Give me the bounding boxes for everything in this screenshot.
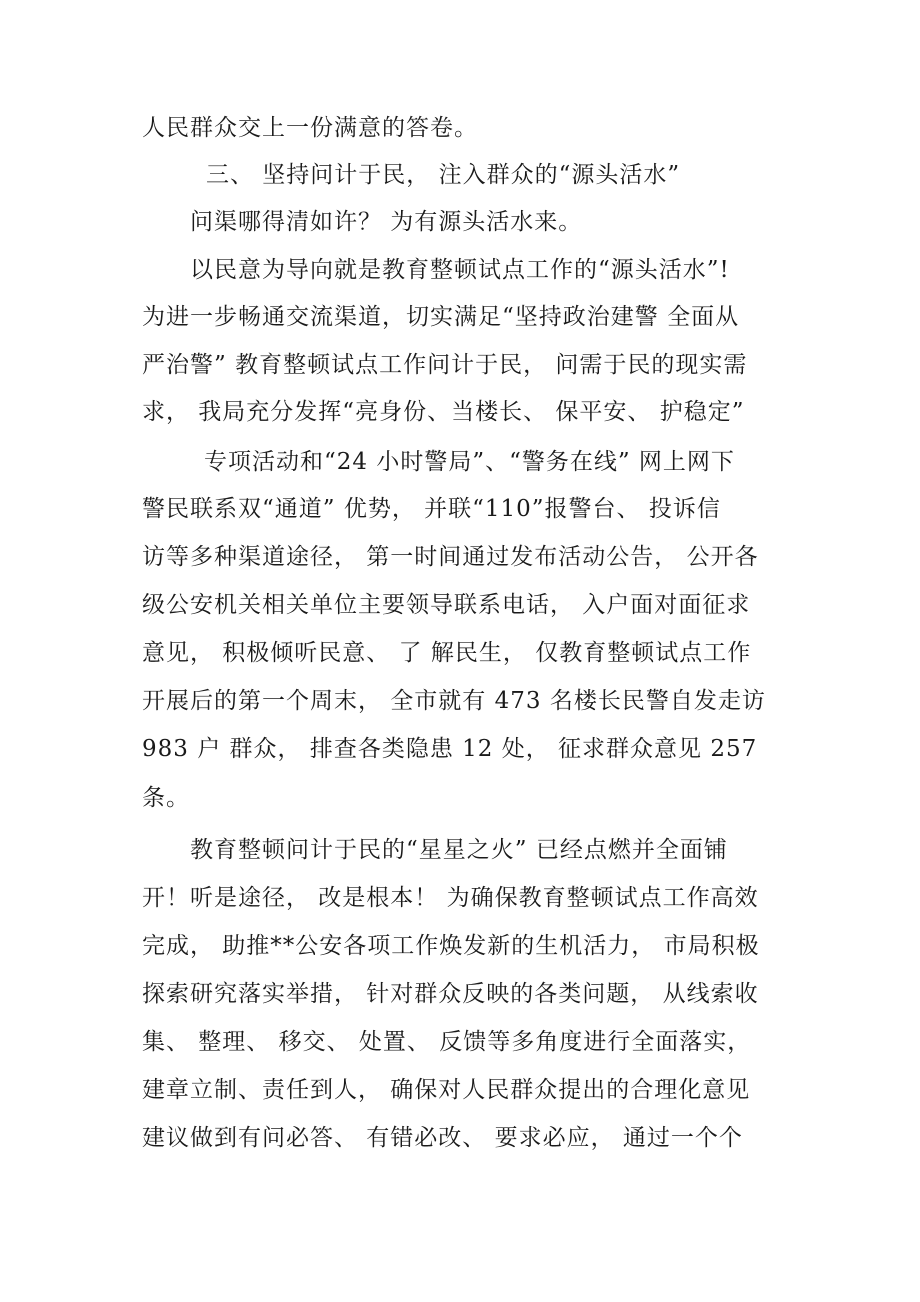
text-line: 开展后的第一个周末， 全市就有 473 名楼长民警自发走访 [142,688,766,714]
text-line: 教育整顿问计于民的“星星之火” 已经点燃并全面铺 [190,837,728,863]
text-line: 问渠哪得清如许？ 为有源头活水来。 [190,209,583,235]
text-line: 建议做到有问必答、 有错必改、 要求必应， 通过一个个 [142,1125,743,1151]
text-line: 人民群众交上一份满意的答卷。 [142,115,478,141]
text-line: 访等多种渠道途径， 第一时间通过发布活动公告， 公开各 [142,544,759,570]
text-line: 完成， 助推**公安各项工作焕发新的生机活力， 市局积极 [142,933,760,959]
text-line: 条。 [142,785,190,811]
text-line: 严治警” 教育整顿试点工作问计于民， 问需于民的现实需 [142,352,748,378]
text-line: 求， 我局充分发挥“亮身份、当楼长、 保平安、 护稳定” [142,399,745,425]
text-line: 专项活动和“24 小时警局”、“警务在线” 网上网下 [204,449,735,475]
text-line: 建章立制、责任到人， 确保对人民群众提出的合理化意见 [142,1077,751,1103]
text-line: 开！听是途径， 改是根本！ 为确保教育整顿试点工作高效 [142,885,759,911]
text-line: 以民意为导向就是教育整顿试点工作的“源头活水”! [190,257,730,283]
text-line: 983 户 群众， 排查各类隐患 12 处， 征求群众意见 257 [142,736,758,762]
section-heading: 三、 坚持问计于民， 注入群众的“源头活水” [206,162,681,188]
text-line: 集、 整理、 移交、 处置、 反馈等多角度进行全面落实， [142,1029,752,1055]
text-line: 警民联系双“通道” 优势， 并联“110”报警台、 投诉信 [142,496,721,522]
text-line: 探索研究落实举措， 针对群众反映的各类问题， 从线索收 [142,981,759,1007]
text-line: 意见， 积极倾听民意、 了 解民生， 仅教育整顿试点工作 [142,640,752,666]
text-line: 为进一步畅通交流渠道，切实满足“坚持政治建警 全面从 [142,304,740,330]
text-line: 级公安机关相关单位主要领导联系电话， 入户面对面征求 [142,592,751,618]
